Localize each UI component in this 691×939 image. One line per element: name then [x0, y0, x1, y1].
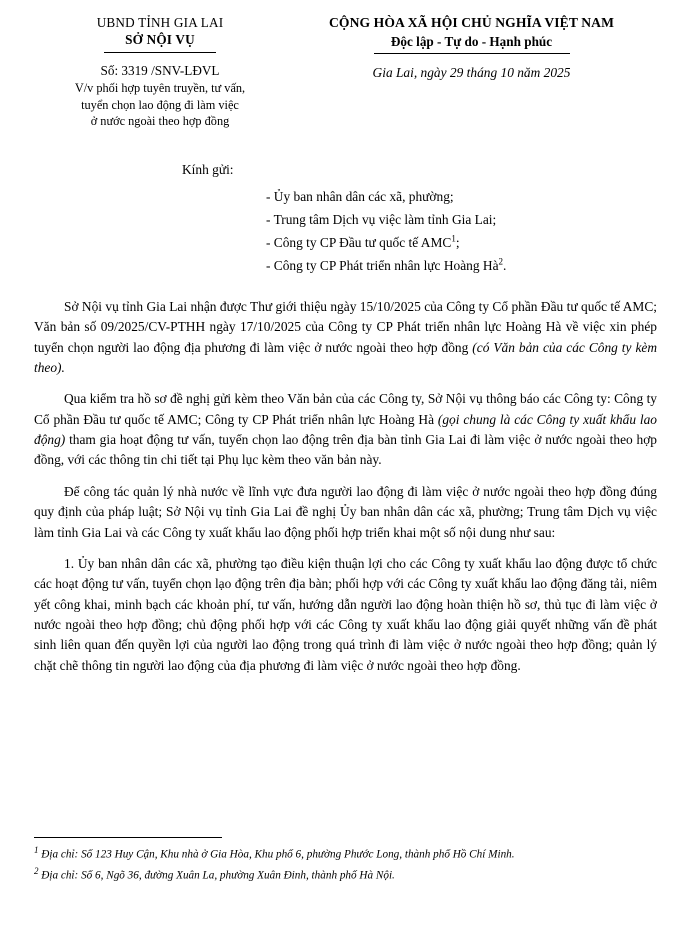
document-number: Số: 3319 /SNV-LĐVL — [100, 62, 220, 78]
paragraph-1-italic: (có Văn bản của các Công ty kèm theo). — [34, 339, 657, 375]
footnote-mark-2: 2 — [34, 866, 39, 877]
list-item: - Ủy ban nhân dân các xã, phường; — [266, 188, 454, 204]
footnote-divider — [34, 837, 222, 838]
list-item — [266, 231, 657, 254]
subject-line-2: tuyển chọn lao động đi làm việc — [81, 97, 239, 112]
footnotes-block — [34, 837, 657, 887]
list-item — [266, 254, 657, 277]
national-motto: Độc lập - Tự do - Hạnh phúc — [390, 33, 553, 49]
issuing-department: SỞ NỘI VỤ — [125, 32, 195, 48]
header-left-divider — [104, 52, 216, 53]
header-right-divider — [374, 53, 570, 54]
header-left-block — [34, 14, 286, 130]
footnote-text-2: Địa chỉ: Số 6, Ngõ 36, đường Xuân La, phường Xuân Đinh, thành phố Hà Nội. — [41, 870, 395, 883]
subject-line-3: ở nước ngoài theo hợp đồng — [90, 114, 230, 129]
recipient-text-4: - Công ty CP Phát triển nhân lực Hoàng Hà — [266, 257, 499, 273]
list-item: - Trung tâm Dịch vụ việc làm tỉnh Gia Lai; — [266, 211, 497, 227]
header-right-block — [286, 14, 657, 82]
recipient-suffix-3: ; — [455, 234, 460, 250]
national-title: CỘNG HÒA XÃ HỘI CHỦ NGHĨA VIỆT NAM — [329, 15, 614, 30]
paragraph-1-text: Sở Nội vụ tỉnh Gia Lai nhận được Thư giới thiệu ngày 15/10/2025 của Công ty Cổ phần Đầu tư quốc tế AMC; Văn bản số 09/2025/CV-PTHH ngày 17/10/2025 của Công ty CP Phát triển nhân lực Hoàng Hà về việc xin phép tuyển chọn người lao động địa phương đi làm việc ở nước ngoài theo hợp đồng — [34, 298, 657, 355]
footnote-mark-1: 1 — [34, 844, 39, 855]
footnote-1 — [34, 844, 657, 864]
paragraph-2-italic: (gọi chung là các Công ty xuất khẩu lao động) — [34, 411, 657, 448]
recipients-block — [0, 162, 691, 277]
footnote-ref-1: 1 — [451, 233, 456, 244]
footnote-text-1: Địa chỉ: Số 123 Huy Cận, Khu nhà ở Gia Hòa, Khu phố 6, phường Phước Long, thành phố Hồ Chí Minh. — [41, 848, 515, 861]
footnote-2 — [34, 865, 657, 885]
subject-line-1: V/v phối hợp tuyên truyền, tư vấn, — [74, 81, 246, 96]
paragraph-3: Để công tác quản lý nhà nước về lĩnh vực đưa người lao động đi làm việc ở nước ngoài theo hợp đồng đúng quy định của pháp luật; Sở Nội vụ tỉnh Gia Lai đề nghị Ủy ban nhân dân các xã, phường; Trung tâm Dịch vụ việc làm tỉnh Gia Lai và các Công ty xuất khẩu lao động phối hợp triển khai một số nội dung như sau: — [34, 483, 657, 540]
paragraph-1 — [34, 297, 657, 379]
recipient-text-3: - Công ty CP Đầu tư quốc tế AMC — [266, 234, 452, 250]
document-header — [0, 0, 691, 130]
paragraph-2-text-a: Qua kiểm tra hồ sơ đề nghị gửi kèm theo Văn bản của các Công ty, Sở Nội vụ thông báo các Công ty: Công ty Cổ phần Đầu tư quốc tế AMC; Công ty CP Phát triển nhân lực Hoàng Hà — [34, 391, 657, 427]
paragraph-2-text-b: tham gia hoạt động tư vấn, tuyển chọn lao động trên địa bàn tỉnh Gia Lai đi làm việc ở nước ngoài theo hợp đồng, với các thông tin chi tiết tại Phụ lục kèm theo văn bản này. — [34, 432, 657, 468]
issuing-province: UBND TỈNH GIA LAI — [96, 15, 224, 30]
place-and-date: Gia Lai, ngày 29 tháng 10 năm 2025 — [372, 65, 571, 81]
document-body — [0, 297, 691, 676]
paragraph-2 — [34, 389, 657, 471]
recipients-label: Kính gửi: — [182, 161, 234, 177]
footnote-ref-2: 2 — [498, 256, 504, 267]
document-subject — [34, 80, 286, 129]
paragraph-4: 1. Ủy ban nhân dân các xã, phường tạo điều kiện thuận lợi cho các Công ty xuất khẩu lao động được tổ chức các hoạt động tư vấn, tuyển chọn lạo động trên địa bàn; phối hợp với các Công ty xuất khẩu lao động đăng tải, niêm yết công khai, minh bạch các khoản phí, tư vấn, hướng dẫn người lao động hoàn thiện hồ sơ, thủ tục đi làm việc ở nước ngoài theo hợp đồng; chủ động phối hợp với các Công ty xuất khẩu lao động giải quyết những vấn đề phát sinh liên quan đến quyền lợi của người lao động trong quá trình đi làm việc ở nước ngoài theo hợp đồng; quản lý chặt chẽ thông tin người lao động của địa phương đi làm việc ở nước ngoài theo hợp đồng. — [34, 555, 657, 673]
recipient-suffix-4: . — [503, 257, 507, 273]
recipients-list — [266, 185, 657, 277]
